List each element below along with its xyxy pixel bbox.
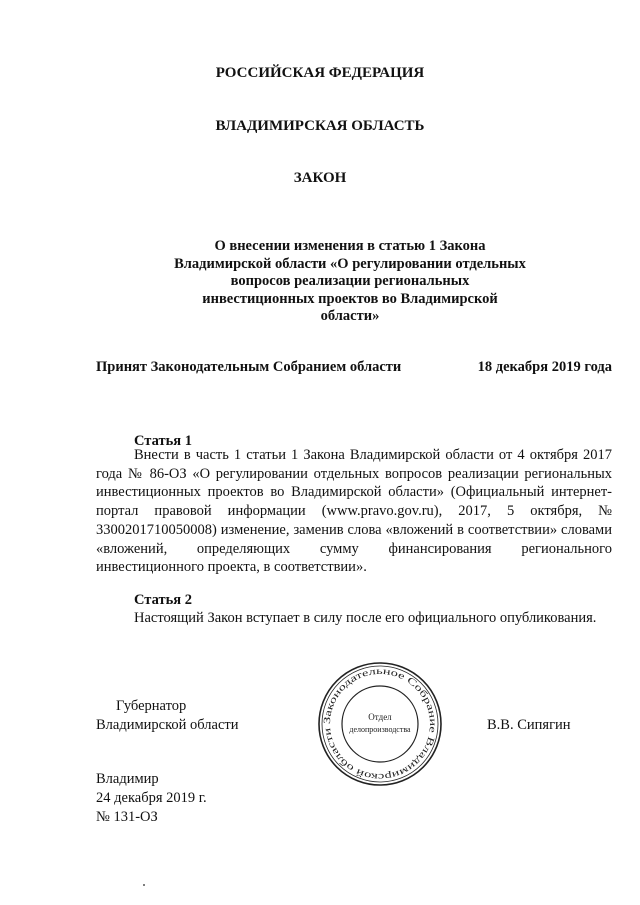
article-1-text: Внести в часть 1 статьи 1 Закона Владимирской области от 4 октября 2017 года № 86-ОЗ «О регулировании отдельных вопросов реализации региональных инвестиционных проектов во Владимирской области» (Официальный интернет-портал правовой информации (www.pravo.gov.ru), 2017, 5 октября, № 3300201710050008) изменение, заменив слова «вложений в соответствии» словами «вложений, определяющих сумму финансирования регионального инвестиционного проекта, в соответствии». [96,447,612,576]
stamp-center-line2: делопроизводства [349,725,411,734]
header-federation: РОССИЙСКАЯ ФЕДЕРАЦИЯ [215,65,425,81]
footer-city: Владимир [96,771,159,787]
adoption-date: 18 декабря 2019 года [477,359,612,375]
signatory-title: Губернатор [116,698,187,714]
article-2-heading: Статья 2 [134,592,192,608]
footer-date: 24 декабря 2019 г. [96,790,207,806]
header-doc-type: ЗАКОН [293,170,347,186]
law-title-line: вопросов реализации региональных [230,273,470,289]
signatory-name: В.В. Сипягин [487,717,571,733]
footer-number: № 131-ОЗ [96,809,158,825]
adoption-line [96,359,612,376]
law-title-line: О внесении изменения в статью 1 Закона [214,238,486,254]
official-stamp [316,660,444,788]
signatory-region: Владимирской области [96,717,239,733]
article-1-heading: Статья 1 [134,433,192,449]
law-title-line: области» [320,308,380,324]
adoption-body: Принят Законодательным Собранием области [96,359,402,375]
header-region: ВЛАДИМИРСКАЯ ОБЛАСТЬ [215,118,425,134]
law-title [150,238,550,326]
law-title-line: Владимирской области «О регулировании отдельных [174,255,526,272]
stamp-center-line1: Отдел [368,712,392,722]
scan-speck [143,884,145,886]
law-title-line: инвестиционных проектов во Владимирской [202,290,498,307]
stamp-ring-text: Законодательное Собрание Владимирской области [321,665,439,783]
article-2-text: Настоящий Закон вступает в силу после его официального опубликования. [134,610,597,626]
